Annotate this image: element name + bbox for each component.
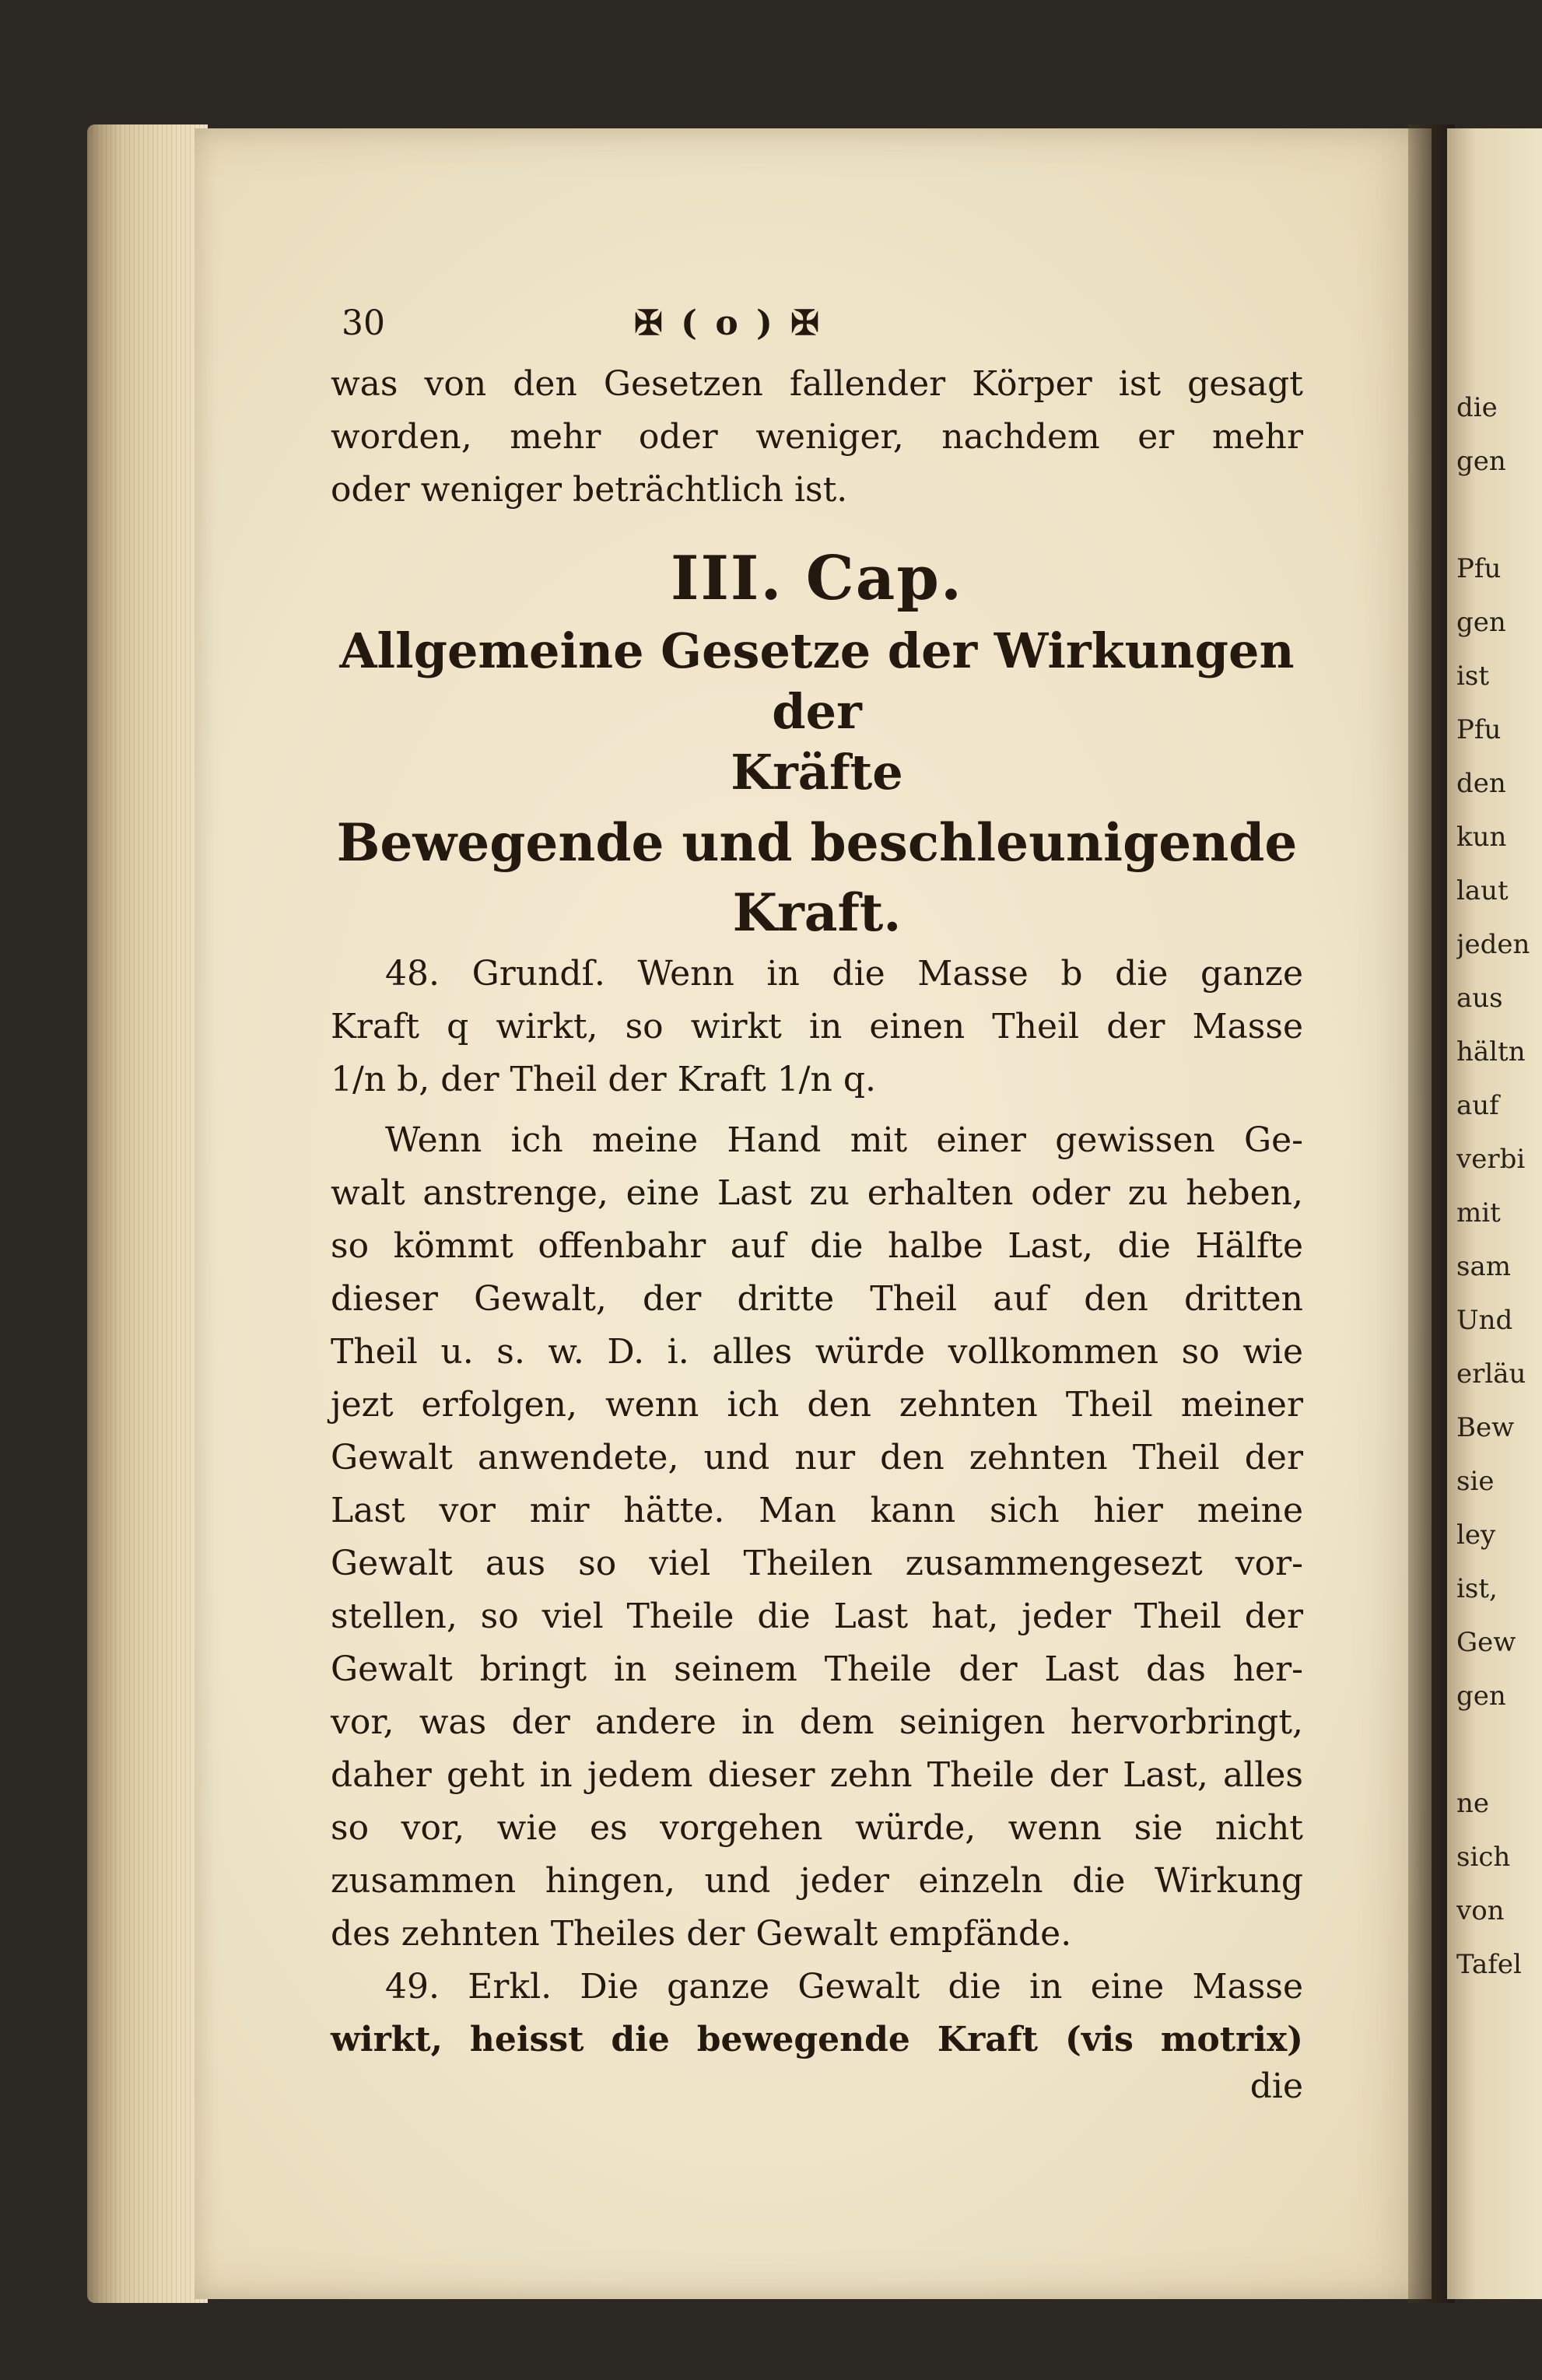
facing-fragment: Pfu bbox=[1456, 714, 1502, 745]
facing-fragment bbox=[1456, 1723, 1542, 1777]
facing-fragment: mit bbox=[1456, 1197, 1501, 1229]
facing-fragment: Pfu bbox=[1456, 553, 1502, 584]
facing-fragment: laut bbox=[1456, 875, 1509, 906]
text-line: jezt erfolgen, wenn ich den zehnten Theil meiner bbox=[331, 1385, 1303, 1425]
text-line: Theil u. s. w. D. i. alles würde vollkommen so wie bbox=[331, 1332, 1303, 1372]
facing-fragment: den bbox=[1456, 768, 1506, 799]
header-ornament: ✠ ( o ) ✠ bbox=[634, 303, 822, 343]
grundsatz-paragraph bbox=[331, 948, 1303, 1106]
body-paragraph bbox=[331, 1114, 1303, 1961]
text-line: daher geht in jedem dieser zehn Theile der Last, alles bbox=[331, 1755, 1303, 1795]
facing-fragment: ist, bbox=[1456, 1573, 1498, 1604]
facing-fragment: hältn bbox=[1456, 1036, 1526, 1067]
catchword: die bbox=[1249, 2066, 1303, 2106]
section-title: Bewegende und beschleunigende Kraft. bbox=[336, 812, 1298, 943]
text-line: Last vor mir hätte. Man kann sich hier meine bbox=[331, 1491, 1303, 1530]
facing-fragment: verbi bbox=[1456, 1144, 1526, 1175]
running-head bbox=[331, 296, 1303, 358]
chapter-title-line: Kräfte bbox=[731, 744, 903, 801]
text-line: oder weniger beträchtlich ist. bbox=[331, 470, 848, 510]
facing-fragment: ley bbox=[1456, 1519, 1496, 1551]
facing-fragment: sich bbox=[1456, 1842, 1511, 1873]
text-line: zusammen hingen, und jeder einzeln die Wirkung bbox=[331, 1861, 1303, 1901]
facing-fragment: auf bbox=[1456, 1090, 1499, 1121]
facing-fragment: ne bbox=[1456, 1788, 1490, 1819]
text-line: so kömmt offenbahr auf die halbe Last, die Hälfte bbox=[331, 1226, 1303, 1266]
facing-fragment: Tafel bbox=[1456, 1949, 1522, 1980]
text-line: worden, mehr oder weniger, nachdem er mehr bbox=[331, 417, 1303, 457]
text-line: stellen, so viel Theile die Last hat, jeder Theil der bbox=[331, 1597, 1303, 1636]
page-number: 30 bbox=[342, 303, 385, 343]
facing-fragment: ist bbox=[1456, 661, 1489, 692]
facing-page-text bbox=[1456, 381, 1542, 1992]
page-text-block bbox=[331, 296, 1303, 2119]
text-line: Kraft q wirkt, so wirkt in einen Theil der Masse bbox=[331, 1007, 1303, 1046]
text-line: 49. Erkl. Die ganze Gewalt die in eine Masse bbox=[385, 1967, 1303, 2007]
facing-fragment: erläu bbox=[1456, 1358, 1526, 1390]
chapter-title bbox=[331, 621, 1303, 803]
page-block-edges bbox=[87, 124, 208, 2303]
text-line: was von den Gesetzen fallender Körper ist gesagt bbox=[331, 364, 1303, 404]
facing-fragment: gen bbox=[1456, 607, 1506, 638]
text-line: walt anstrenge, eine Last zu erhalten oder zu heben, bbox=[331, 1173, 1303, 1213]
text-line: wirkt, heisst die bewegende Kraft (vis motrix) bbox=[331, 2020, 1303, 2059]
chapter-title-line: Allgemeine Gesetze der Wirkungen der bbox=[339, 622, 1295, 740]
text-line: des zehnten Theiles der Gewalt empfände. bbox=[331, 1914, 1072, 1954]
chapter-number: III. Cap. bbox=[670, 543, 964, 614]
text-line: vor, was der andere in dem seinigen hervorbringt, bbox=[331, 1702, 1303, 1742]
intro-paragraph bbox=[331, 358, 1303, 517]
facing-fragment bbox=[1456, 489, 1542, 542]
text-line: Gewalt anwendete, und nur den zehnten Theil der bbox=[331, 1438, 1303, 1477]
text-line: dieser Gewalt, der dritte Theil auf den dritten bbox=[331, 1279, 1303, 1319]
facing-fragment: Und bbox=[1456, 1305, 1513, 1336]
facing-fragment: aus bbox=[1456, 983, 1503, 1014]
facing-fragment: von bbox=[1456, 1895, 1505, 1926]
facing-fragment: die bbox=[1456, 392, 1498, 423]
text-line: Gewalt aus so viel Theilen zusammengesezt vor- bbox=[331, 1544, 1303, 1583]
facing-fragment: Bew bbox=[1456, 1412, 1515, 1443]
facing-fragment: gen bbox=[1456, 1681, 1506, 1712]
facing-fragment: Gew bbox=[1456, 1627, 1516, 1658]
text-line: Gewalt bringt in seinem Theile der Last das her- bbox=[331, 1649, 1303, 1689]
facing-fragment: sam bbox=[1456, 1251, 1511, 1282]
facing-fragment: gen bbox=[1456, 446, 1506, 477]
text-line: Wenn ich meine Hand mit einer gewissen Ge- bbox=[385, 1120, 1303, 1160]
text-line: so vor, wie es vorgehen würde, wenn sie nicht bbox=[331, 1808, 1303, 1848]
facing-fragment: kun bbox=[1456, 822, 1507, 853]
facing-fragment: sie bbox=[1456, 1466, 1495, 1497]
text-line: 1/n b, der Theil der Kraft 1/n q. bbox=[331, 1060, 876, 1099]
facing-fragment: jeden bbox=[1456, 929, 1530, 960]
text-line: 48. Grundſ. Wenn in die Masse b die ganze bbox=[385, 954, 1303, 994]
erklaerung-paragraph bbox=[331, 1961, 1303, 2066]
